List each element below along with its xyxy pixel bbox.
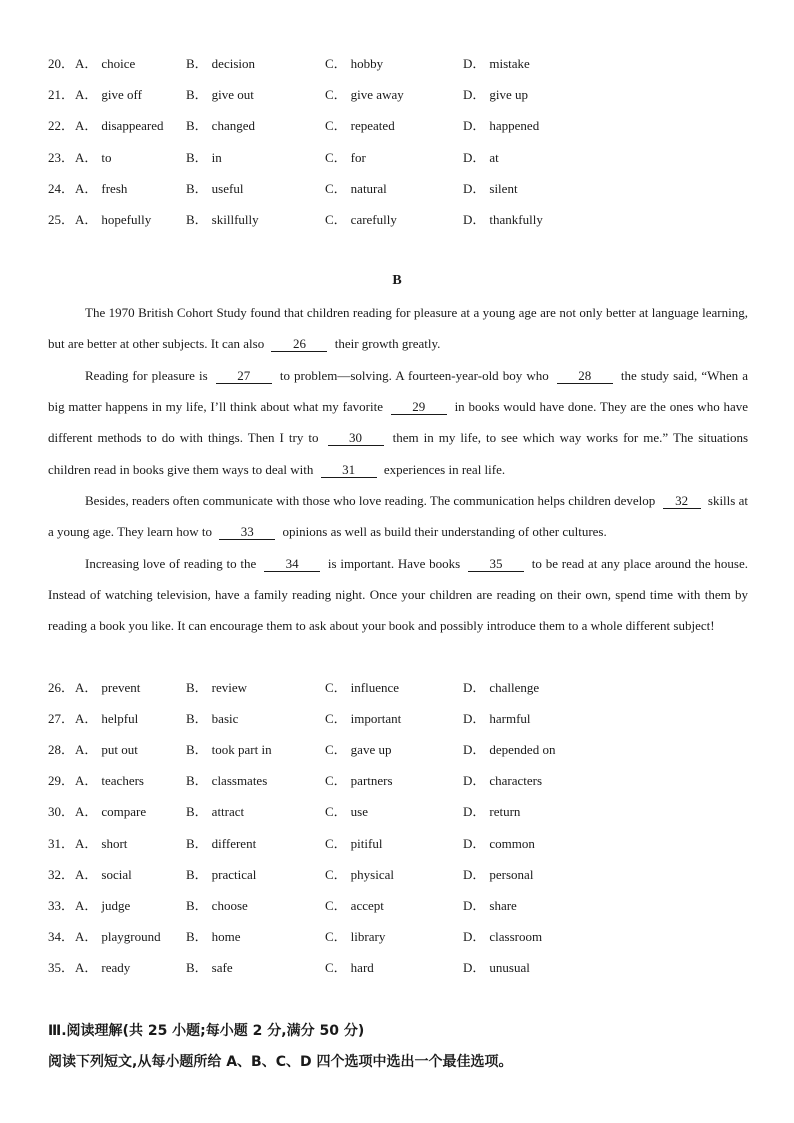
option-a: [75, 958, 130, 978]
option-letter: B．: [186, 742, 208, 758]
option-letter: D．: [463, 711, 486, 727]
option-letter: C．: [325, 928, 347, 944]
option-text: harmful: [489, 711, 531, 727]
question-number: 20．: [48, 56, 75, 71]
option-text: use: [350, 804, 369, 820]
option-d: [463, 210, 543, 230]
option-b: [186, 678, 247, 698]
option-text: characters: [489, 773, 543, 789]
option-letter: B．: [186, 804, 208, 820]
option-a: [75, 740, 138, 760]
option-text: to: [101, 149, 112, 165]
option-letter: D．: [463, 959, 486, 975]
option-b: [186, 740, 272, 760]
option-a: [75, 678, 140, 698]
option-text: review: [211, 680, 248, 695]
option-c: [325, 116, 395, 136]
option-text: give out: [211, 87, 254, 103]
option-text: physical: [350, 866, 394, 882]
option-letter: B．: [186, 959, 208, 975]
option-c: [325, 179, 387, 199]
option-text: silent: [489, 180, 518, 196]
option-text: disappeared: [101, 118, 164, 134]
option-letter: A．: [75, 56, 98, 71]
option-b: [186, 927, 241, 947]
option-b: [186, 958, 233, 978]
option-letter: C．: [325, 773, 347, 789]
option-text: useful: [211, 180, 244, 196]
passage-text: opinions as well as build their understanding of other cultures.: [282, 524, 607, 540]
option-c: [325, 740, 391, 760]
option-letter: A．: [75, 804, 98, 820]
passage-text: experiences in real life.: [383, 461, 506, 477]
option-letter: B．: [186, 866, 208, 882]
option-d: [463, 678, 539, 698]
option-d: [463, 709, 531, 729]
option-letter: B．: [186, 56, 208, 71]
option-d: [463, 834, 535, 854]
option-d: [463, 896, 517, 916]
option-text: thankfully: [489, 212, 543, 227]
question-number: 27．: [48, 711, 75, 727]
option-text: took part in: [211, 742, 272, 758]
blank-26: 26: [271, 336, 327, 352]
option-letter: A．: [75, 928, 98, 944]
option-letter: D．: [463, 742, 486, 758]
option-b: [186, 85, 254, 105]
passage-paragraph-4: [48, 548, 748, 642]
option-letter: B．: [186, 928, 208, 944]
option-letter: C．: [325, 87, 347, 103]
option-text: home: [211, 928, 241, 944]
option-text: changed: [211, 118, 255, 134]
option-b: [186, 802, 244, 822]
option-a: [75, 802, 146, 822]
option-a: [75, 179, 127, 199]
option-letter: C．: [325, 118, 347, 134]
option-c: [325, 927, 385, 947]
option-text: hobby: [350, 56, 384, 71]
option-c: [325, 802, 368, 822]
option-a: [75, 85, 142, 105]
option-d: [463, 958, 530, 978]
option-letter: A．: [75, 959, 98, 975]
blank-33: 33: [219, 524, 275, 540]
option-d: [463, 179, 518, 199]
option-c: [325, 771, 393, 791]
option-text: safe: [211, 959, 233, 975]
option-a: [75, 709, 138, 729]
option-text: library: [350, 928, 386, 944]
option-b: [186, 896, 248, 916]
passage-text: skills at a young age. They learn how to: [48, 493, 749, 540]
option-d: [463, 54, 530, 74]
option-letter: A．: [75, 87, 98, 103]
option-text: decision: [211, 56, 255, 71]
option-letter: A．: [75, 212, 98, 227]
option-text: different: [211, 835, 257, 851]
option-letter: D．: [463, 680, 486, 695]
option-b: [186, 148, 222, 168]
option-letter: D．: [463, 804, 486, 820]
option-letter: A．: [75, 680, 98, 695]
option-c: [325, 148, 366, 168]
option-text: return: [489, 804, 521, 820]
option-a: [75, 834, 127, 854]
option-letter: C．: [325, 866, 347, 882]
passage-text: them in my life, to see which way works for me.” The situations children read in books give them ways to deal with: [48, 430, 749, 477]
option-letter: B．: [186, 711, 208, 727]
option-letter: A．: [75, 866, 98, 882]
option-c: [325, 958, 374, 978]
passage-paragraph-2: [48, 360, 748, 485]
option-text: put out: [101, 742, 138, 758]
option-letter: B．: [186, 212, 208, 227]
option-letter: A．: [75, 773, 98, 789]
option-letter: C．: [325, 959, 347, 975]
option-text: for: [350, 149, 366, 165]
option-text: attract: [211, 804, 245, 820]
option-a: [75, 771, 144, 791]
option-text: choose: [211, 897, 248, 913]
option-b: [186, 771, 267, 791]
option-letter: B．: [186, 87, 208, 103]
option-letter: B．: [186, 680, 208, 695]
option-b: [186, 865, 256, 885]
option-a: [75, 210, 151, 230]
option-a: [75, 927, 161, 947]
question-number: 28．: [48, 742, 75, 758]
section-3-instruction: 阅读下列短文,从每小题所给 A、B、C、D 四个选项中选出一个最佳选项。: [48, 1054, 513, 1070]
option-letter: D．: [463, 180, 486, 196]
question-number: 32．: [48, 866, 75, 882]
option-c: [325, 865, 394, 885]
option-text: depended on: [489, 742, 556, 758]
option-a: [75, 148, 112, 168]
option-c: [325, 834, 382, 854]
option-letter: D．: [463, 56, 486, 71]
option-letter: A．: [75, 742, 98, 758]
option-text: practical: [211, 866, 257, 882]
blank-30: 30: [328, 430, 384, 446]
option-letter: D．: [463, 773, 486, 789]
blank-32: 32: [663, 493, 701, 509]
option-letter: D．: [463, 87, 486, 103]
option-b: [186, 54, 255, 74]
passage-text: Increasing love of reading to the: [85, 556, 257, 571]
option-letter: D．: [463, 118, 486, 134]
option-d: [463, 148, 499, 168]
question-number: 30．: [48, 804, 75, 820]
option-a: [75, 116, 163, 136]
option-text: give away: [350, 87, 404, 103]
option-text: at: [489, 149, 499, 165]
section-b-title: B: [392, 273, 402, 288]
option-letter: D．: [463, 149, 486, 165]
blank-35: 35: [468, 556, 524, 572]
option-letter: D．: [463, 866, 486, 882]
question-number: 29．: [48, 773, 75, 789]
option-letter: D．: [463, 897, 486, 913]
option-text: common: [489, 835, 535, 851]
option-letter: C．: [325, 149, 347, 165]
question-number: 24．: [48, 180, 75, 196]
blank-31: 31: [321, 462, 377, 478]
option-letter: D．: [463, 212, 486, 227]
option-letter: C．: [325, 180, 347, 196]
option-letter: D．: [463, 835, 486, 851]
passage-text: to problem—solving. A fourteen-year-old boy who: [279, 368, 549, 383]
passage-text: in books would have done. They are the ones who have different methods to do with things. Then I try to: [48, 399, 749, 446]
question-number: 23．: [48, 149, 75, 165]
option-d: [463, 865, 533, 885]
option-text: accept: [350, 897, 384, 913]
option-text: challenge: [489, 680, 540, 695]
option-text: skillfully: [211, 212, 259, 227]
option-c: [325, 54, 383, 74]
option-text: classroom: [489, 928, 543, 944]
option-text: choice: [101, 56, 136, 71]
option-a: [75, 54, 135, 74]
option-letter: A．: [75, 180, 98, 196]
option-d: [463, 116, 539, 136]
option-text: hard: [350, 959, 374, 975]
option-letter: A．: [75, 897, 98, 913]
option-text: important: [350, 711, 402, 727]
question-number: 33．: [48, 897, 75, 913]
option-text: playground: [101, 928, 161, 944]
option-text: prevent: [101, 680, 141, 695]
option-d: [463, 85, 528, 105]
question-number: 26．: [48, 680, 75, 695]
option-text: social: [101, 866, 132, 882]
option-c: [325, 678, 399, 698]
option-letter: C．: [325, 897, 347, 913]
option-text: judge: [101, 897, 131, 913]
option-text: partners: [350, 773, 393, 789]
option-d: [463, 771, 542, 791]
option-b: [186, 179, 243, 199]
passage-text: their growth greatly.: [334, 336, 441, 352]
option-letter: A．: [75, 711, 98, 727]
question-number: 35．: [48, 959, 75, 975]
passage-paragraph-3: [48, 485, 748, 547]
passage-paragraph-1: [48, 297, 748, 359]
option-text: pitiful: [350, 835, 383, 851]
option-letter: B．: [186, 118, 208, 134]
option-text: in: [211, 149, 222, 165]
option-b: [186, 210, 259, 230]
option-letter: B．: [186, 835, 208, 851]
option-text: helpful: [101, 711, 139, 727]
option-text: hopefully: [101, 212, 152, 227]
option-letter: C．: [325, 212, 347, 227]
option-letter: C．: [325, 804, 347, 820]
option-text: share: [489, 897, 517, 913]
option-b: [186, 834, 256, 854]
option-letter: C．: [325, 680, 347, 695]
option-text: personal: [489, 866, 534, 882]
option-b: [186, 116, 255, 136]
passage-text: Reading for pleasure is: [85, 368, 208, 383]
option-a: [75, 896, 130, 916]
blank-34: 34: [264, 556, 320, 572]
question-number: 25．: [48, 212, 75, 227]
option-text: basic: [211, 711, 239, 727]
option-text: influence: [350, 680, 400, 695]
option-c: [325, 210, 397, 230]
blank-27: 27: [216, 368, 272, 384]
option-text: classmates: [211, 773, 268, 789]
passage-text: The 1970 British Cohort Study found that children reading for pleasure at a young age are not only better at language learning, but are better at other subjects. It can also: [48, 305, 748, 352]
option-text: give up: [489, 87, 529, 103]
passage-text: the study said, “When a big matter happens in my life, I’ll think about what my favorite: [48, 368, 748, 415]
option-text: fresh: [101, 180, 128, 196]
option-letter: A．: [75, 118, 98, 134]
passage-text: Besides, readers often communicate with those who love reading. The communication helps children develop: [85, 493, 656, 508]
option-letter: C．: [325, 56, 347, 71]
option-letter: B．: [186, 149, 208, 165]
option-d: [463, 802, 520, 822]
option-letter: B．: [186, 897, 208, 913]
option-letter: D．: [463, 928, 486, 944]
option-text: ready: [101, 959, 131, 975]
option-text: compare: [101, 804, 147, 820]
option-letter: B．: [186, 180, 208, 196]
blank-28: 28: [557, 368, 613, 384]
section-3-heading: Ⅲ.阅读理解(共 25 小题;每小题 2 分,满分 50 分): [48, 1023, 365, 1039]
option-d: [463, 927, 542, 947]
option-text: mistake: [489, 56, 530, 71]
question-number: 34．: [48, 928, 75, 944]
option-text: natural: [350, 180, 387, 196]
option-letter: C．: [325, 835, 347, 851]
option-text: carefully: [350, 212, 397, 227]
question-number: 31．: [48, 835, 75, 851]
option-letter: A．: [75, 149, 98, 165]
option-letter: B．: [186, 773, 208, 789]
option-text: unusual: [489, 959, 530, 975]
option-letter: C．: [325, 711, 347, 727]
option-text: give off: [101, 87, 142, 103]
option-c: [325, 709, 401, 729]
option-letter: C．: [325, 742, 347, 758]
option-text: gave up: [350, 742, 392, 758]
option-text: repeated: [350, 118, 395, 134]
option-letter: A．: [75, 835, 98, 851]
option-text: short: [101, 835, 128, 851]
option-d: [463, 740, 555, 760]
option-c: [325, 896, 384, 916]
option-b: [186, 709, 238, 729]
passage-text: to be read at any place around the house. Instead of watching television, have a family reading night. Once your children are reading on their own, spend time with them by reading a book you like. It can encourage them to ask about your book and possibly introduce them to a whole different subject!: [48, 556, 749, 634]
option-a: [75, 865, 132, 885]
blank-29: 29: [391, 399, 447, 415]
question-number: 21．: [48, 87, 75, 103]
question-number: 22．: [48, 118, 75, 134]
passage-text: is important. Have books: [327, 556, 461, 571]
option-c: [325, 85, 404, 105]
option-text: happened: [489, 118, 540, 134]
option-text: teachers: [101, 773, 144, 789]
